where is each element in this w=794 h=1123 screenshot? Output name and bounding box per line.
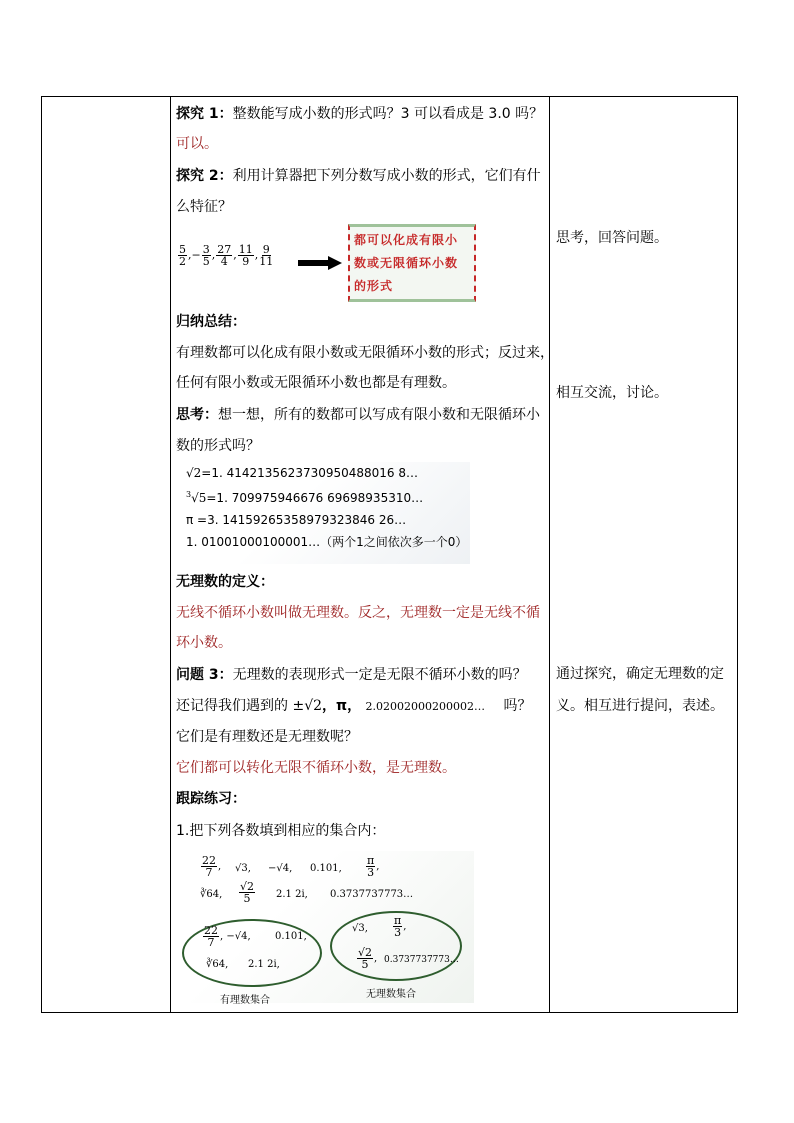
irrational-long-decimal: 0.3737737773… [384, 955, 459, 965]
irrational-sqrt2-5: $\frac{√2}{5}$ , [358, 946, 378, 971]
explore2-line2: 么特征？ [176, 199, 232, 215]
practice-label: 跟踪练习： [176, 791, 246, 807]
box-line-2: 数或无限循环小数 [354, 256, 459, 270]
rational-22-7: $\frac{22}{7}$ , −√4, [204, 924, 251, 949]
irrational-pi-3: $\frac{\pi}{3}$ , [394, 914, 407, 939]
right-arrow-icon [298, 256, 342, 270]
explore1-answer: 可以。 [176, 136, 218, 152]
feature-box [348, 224, 476, 302]
definition-line1: 无线不循环小数叫做无理数。反之，无理数一定是无线不循 [176, 605, 540, 621]
right-note-1: 思考，回答问题。 [556, 230, 668, 246]
question3-line [176, 665, 527, 685]
rational-set-label: 有理数集合 [220, 995, 270, 1006]
explore2-label: 探究 2： [176, 168, 233, 184]
box-line-1: 都可以化成有限小 [354, 233, 459, 247]
example-pi: π =3. 14159265358979323846 26… [186, 513, 407, 527]
fraction-list: $\frac{5}{2}$ ,− $\frac{3}{5}$ , $\frac{27}{4}$ , $\frac{11}{9}$ , $\frac{9}{11}$ [179, 243, 274, 268]
rational-repeating: 2.1 2i̇, [248, 959, 280, 970]
top-sqrt2-5: $\frac{√2}{5}$ [240, 880, 255, 905]
definition-label: 无理数的定义： [176, 574, 274, 590]
think-text: 想一想，所有的数都可以写成有限小数和无限循环小 [218, 407, 540, 423]
irrational-set-label: 无理数集合 [366, 989, 416, 1000]
box-line-3: 的形式 [354, 279, 394, 293]
right-note-3a: 通过探究，确定无理数的定 [556, 666, 724, 682]
explore2-line [176, 166, 541, 186]
column-divider-2 [549, 97, 550, 1012]
irrational-sqrt3: √3, [352, 923, 368, 934]
irrational-examples [180, 462, 470, 564]
summary-label: 归纳总结： [176, 314, 246, 330]
practice-line1: 1.把下列各数填到相应的集合内： [176, 823, 386, 839]
question3-answer: 它们都可以转化无限不循环小数，是无理数。 [176, 760, 456, 776]
explore2-text: 利用计算器把下列分数写成小数的形式，它们有什 [232, 168, 541, 184]
top-pi-3: $\frac{\pi}{3}$ , [367, 854, 380, 879]
right-note-3b: 义。相互进行提问，表述。 [556, 698, 724, 714]
explore1-text: 整数能写成小数的形式吗？3 可以看成是 3.0 吗？ [232, 106, 544, 122]
top-fraction-22-7: $\frac{22}{7}$ , [202, 854, 222, 879]
question3-label: 问题 3： [176, 667, 233, 683]
think-line [176, 405, 540, 425]
rational-decimal: 0.101, [275, 931, 307, 942]
top-long-decimal: 0.3737737773… [330, 889, 414, 900]
right-note-2: 相互交流，讨论。 [556, 385, 668, 401]
question3-line3: 它们是有理数还是无理数呢？ [176, 729, 358, 745]
top-sqrt3: √3, [235, 863, 251, 874]
definition-line2: 环小数。 [176, 635, 232, 651]
explore1-line [176, 104, 543, 124]
rational-cbrt64: ∛64, [206, 959, 229, 970]
think-label: 思考： [176, 407, 218, 423]
explore1-label: 探究 1： [176, 106, 233, 122]
top-decimal: 0.101, [310, 863, 342, 874]
think-line2: 数的形式吗？ [176, 438, 260, 454]
example-sqrt2: √2=1. 4142135623730950488016 8… [186, 466, 419, 480]
example-pattern: 1. 01001000100001…（两个1之间依次多一个0） [186, 535, 468, 549]
top-neg-sqrt4: −√4, [268, 863, 293, 874]
summary-line1: 有理数都可以化成有限小数或无限循环小数的形式；反过来， [176, 345, 554, 361]
top-repeating: 2.1 2i̇, [276, 889, 308, 900]
top-cbrt64: ∛64, [200, 889, 223, 900]
example-cbrt5: $^3$√5=1. 709975946676 69698935310… [186, 490, 424, 505]
summary-line2: 任何有限小数或无限循环小数也都是有理数。 [176, 375, 456, 391]
column-divider-1 [170, 97, 171, 1012]
question3-text: 无理数的表现形式一定是无限不循环小数的吗？ [232, 667, 527, 683]
question3-line2: 还记得我们遇到的 ±√2，π， 2.02002000200002… 吗？ [176, 698, 532, 714]
number-sets-figure [180, 851, 474, 1006]
